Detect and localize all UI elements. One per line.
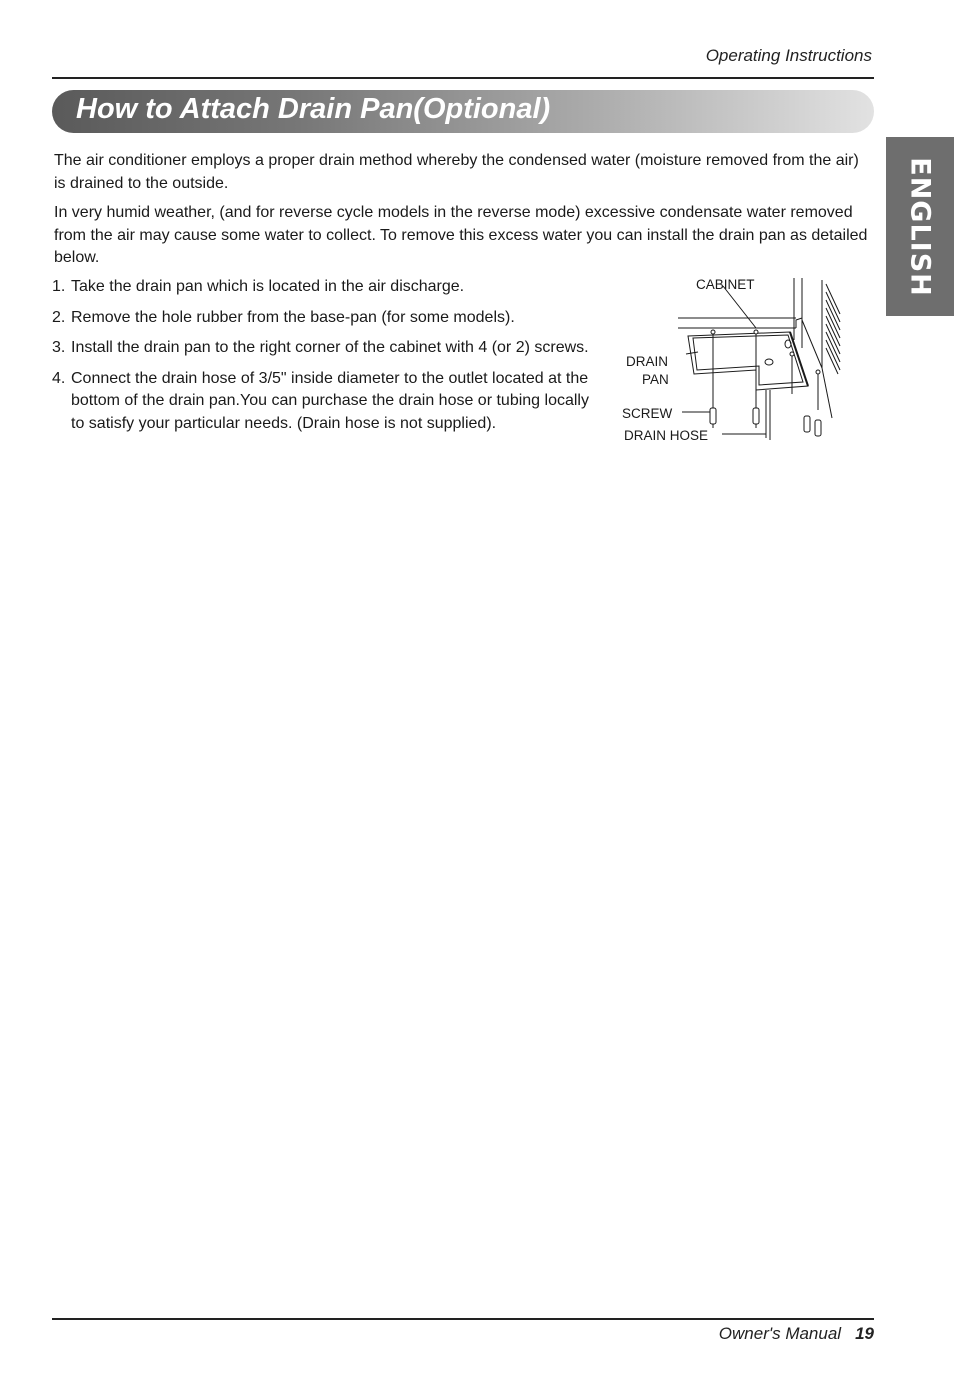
- language-tab-label: ENGLISH: [904, 156, 936, 297]
- label-cabinet: CABINET: [696, 277, 755, 292]
- step-number: 4.: [52, 369, 66, 387]
- top-rule: [52, 77, 874, 79]
- title-bar: [52, 90, 874, 133]
- page-title: How to Attach Drain Pan(Optional): [76, 93, 551, 125]
- language-tab: [886, 137, 954, 316]
- step-text: Install the drain pan to the right corner of the cabinet with 4 (or 2) screws.: [71, 339, 589, 356]
- step-item: [52, 337, 592, 360]
- step-item: [52, 368, 592, 436]
- step-number: 3.: [52, 339, 66, 356]
- label-drain-hose: DRAIN HOSE: [624, 428, 709, 443]
- section-label: Operating Instructions: [705, 46, 872, 65]
- label-screw: SCREW: [622, 406, 673, 421]
- bottom-rule: [52, 1318, 874, 1320]
- step-item: [52, 307, 592, 330]
- step-list: [52, 276, 592, 443]
- intro-paragraph: The air conditioner employs a proper drain method whereby the condensed water (moisture removed from the air) is drained to the outside.: [54, 152, 859, 192]
- footer-manual: Owner's Manual: [718, 1324, 842, 1343]
- label-drain-pan-2: PAN: [642, 372, 669, 387]
- page-number: 19: [855, 1324, 874, 1343]
- step-text: Connect the drain hose of 3/5" inside diameter to the outlet located at the bottom of the drain pan.You can purchase the drain hose or tubing locally to satisfy your particular needs. (Drain hose is not supplied).: [71, 369, 589, 432]
- humidity-paragraph: In very humid weather, (and for reverse cycle models in the reverse mode) excessive condensate water removed from the air may cause some water to collect. To remove this excess water you can install the drain pan as detailed below.: [54, 204, 868, 266]
- step-number: 1.: [52, 278, 66, 295]
- step-number: 2.: [52, 308, 66, 326]
- step-item: [52, 276, 592, 299]
- step-text: Remove the hole rubber from the base-pan (for some models).: [71, 308, 515, 326]
- step-text: Take the drain pan which is located in the air discharge.: [71, 278, 465, 295]
- footer: [719, 1324, 874, 1344]
- label-drain-pan-1: DRAIN: [626, 354, 669, 369]
- drain-pan-diagram: [616, 270, 846, 450]
